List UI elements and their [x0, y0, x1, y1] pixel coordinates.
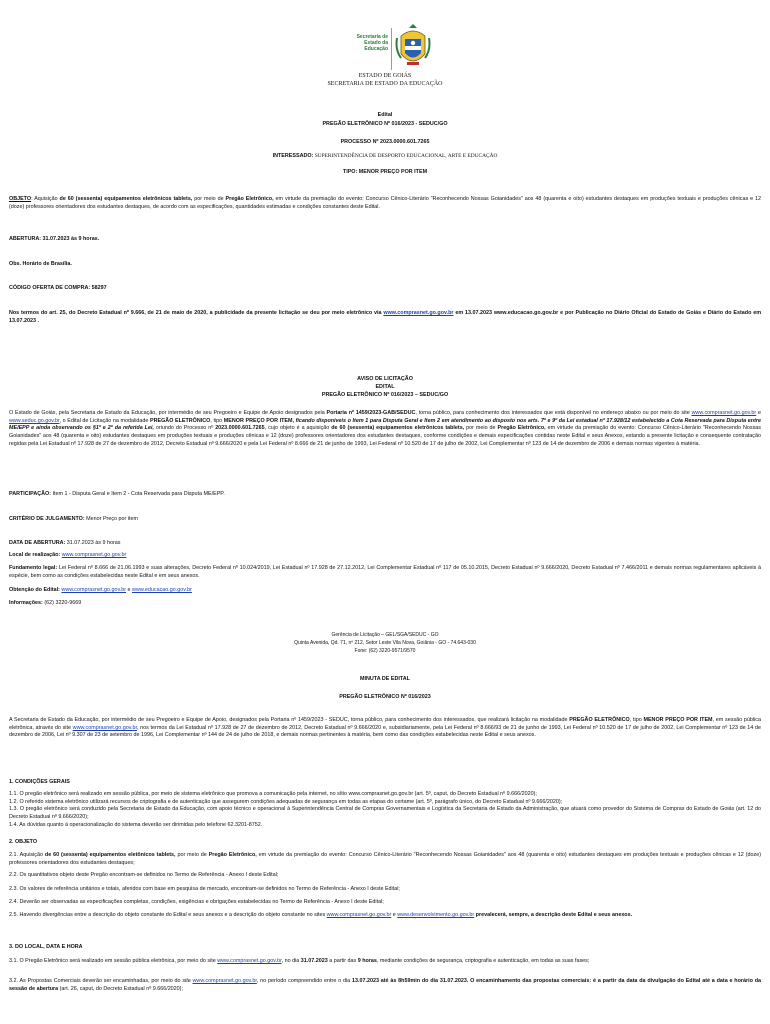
obtencao-label: Obtenção do Edital:	[9, 587, 60, 593]
publicidade-text: Nos termos do art. 25, do Decreto Estadual nº 9.666, de 21 de maio de 2020, a publicidade da presente licitação se deu por meio eletrônico via	[9, 310, 384, 316]
objeto-paragraph	[9, 196, 761, 211]
comprasnet-link[interactable]: www.comprasnet.go.gov.br	[192, 978, 257, 984]
preambulo-bold: MENOR PREÇO POR ITEM	[643, 717, 713, 723]
comprasnet-link[interactable]: www.comprasnet.go.gov.br	[61, 587, 127, 593]
informacoes-line	[9, 600, 761, 608]
data-abertura-value: 31.07.2023 às 9 horas	[65, 540, 121, 546]
clause-2-4: 2.4. Deverão ser observadas as especificações completas, condições, exigências e obrigações estabelecidas no Termo de Referência - Anexo I deste Edital;	[9, 899, 384, 905]
comprasnet-link[interactable]: www.comprasnet.go.gov.br	[72, 724, 137, 731]
obtencao-line	[9, 587, 761, 595]
aviso-text: e	[756, 410, 761, 416]
clause-text: em virtude da premiação do evento: Concurso Cênico-Literário "Reconhecendo Nossas Goianidades" aos 48 (quarenta e oito) estudantes destaques em produções textuais e produções cênicas e 12 (doze) professores orientadores dos estudantes destaques;	[9, 852, 761, 866]
aviso-paragraph	[9, 410, 761, 449]
preambulo-text: , nos termos da Lei Estadual nº 17.928 de 27 de dezembro de 2012, Decreto Estadual nº 9.666/2020 e, subsidiariamente, pela Lei Federal nº 8.666/93 de 21 de junho de 1993, Lei Federal nº 10.520 de 17 de julho de 2002, Lei Complementar nº 123 de 14 de dezembro de 2006, Lei nº 9.307 de 23 de setembro de 1996, Lei Complementar nº 144 de 24 de julho de 2018, e demais normas pertinentes à matéria, bem como das condições estabelecidas neste Edital e seus anexos.	[9, 724, 761, 739]
clause-1-1: 1.1. O pregão eletrônico será realizado em sessão pública, por meio de sistema eletrônico que promova a comunicação pela internet, no sítio www.comprasnet.go.gov.br (art. 5º, caput, do Decreto Estadual nº 9.666/2020);	[9, 791, 537, 797]
clause-3-2	[9, 978, 761, 993]
gerencia-line: Gerência de Licitação – GEL/SGA/SEDUC - GO	[331, 632, 439, 638]
clause-text: por meio de	[175, 852, 209, 858]
clause-3-1	[9, 958, 761, 966]
section-1-title: 1. CONDIÇÕES GERAIS	[9, 779, 70, 785]
clause-bold: 31.07.2023	[300, 958, 328, 964]
preambulo-bold: PREGÃO ELETRÔNICO	[569, 717, 630, 723]
logo-line: Secretaria de	[356, 34, 388, 40]
logo-line: Estado da	[364, 40, 388, 46]
comprasnet-link[interactable]: www.comprasnet.go.gov.br	[217, 958, 282, 964]
desenvolvimento-link[interactable]: www.desenvolvimento.go.gov.br	[397, 912, 475, 918]
aviso-bold: Portaria nº 1459/2023-GAB/SEDUC	[326, 410, 416, 416]
preambulo-text: A Secretaria de Estado da Educação, por intermédio de seu Pregoeiro e Equipe de Apoio, designados pela Portaria nº 1459/2023 - SEDUC, torna público, para conhecimento dos interessados, que realizará licitação na modalidade	[9, 717, 570, 723]
informacoes-label: Informações:	[9, 600, 43, 606]
aviso-bold: de 60 (sessenta) equipamentos eletrônicos tablets,	[331, 425, 465, 432]
aviso-bold: Pregão Eletrônico,	[497, 425, 546, 432]
objeto-text: por meio de	[192, 196, 226, 202]
clause-bold: 13.07.2023 até às 8h59min do dia 31.07.2023. O encaminhamento das propostas comerciais: é a partir da data da divulgação do Edital até a data e horário da sessão de abertura	[9, 978, 761, 992]
clause-bold: prevalecerá, sempre, a descrição deste Edital e seus anexos.	[474, 912, 633, 918]
aviso-edital: EDITAL	[375, 384, 395, 390]
clause-bold: 9 horas	[357, 958, 377, 964]
interessado-value: SUPERINTENDÊNCIA DE DESPORTO EDUCACIONAL, ARTE E EDUCAÇÃO	[313, 153, 498, 159]
interessado-label: INTERESSADO:	[272, 153, 314, 159]
aviso-bold: PREGÃO ELETRÔNICO	[150, 417, 211, 424]
aviso-pregao: PREGÃO ELETRÔNICO Nº 016/2023 – SEDUC/GO	[321, 392, 449, 398]
minuta-pregao: PREGÃO ELETRÔNICO Nº 016/2023	[339, 694, 431, 700]
publicidade-paragraph	[9, 310, 761, 325]
header-secretariat: SECRETARIA DE ESTADO DA EDUCAÇÃO	[327, 81, 443, 87]
logo-wordmark	[338, 34, 388, 52]
criterio-line	[9, 516, 761, 524]
clause-text: a partir das	[327, 958, 358, 964]
clause-2-5	[9, 912, 761, 920]
clause-text: 2.5. Havendo divergências entre a descrição do objeto constante do Edital e seus anexos e a descrição do objeto constante no sites	[9, 912, 327, 918]
preambulo-text: , em sessão pública eletrônica, através do site	[9, 717, 761, 731]
clause-1-2: 1.2. O referido sistema eletrônico utilizará recursos de criptografia e de autenticação que assegurem condições adequadas de segurança em todas as etapas do certame (art. 5º, parágrafo único, do Decreto Estadual nº 9.666/2020);	[9, 798, 563, 805]
edital-title: Edital	[377, 112, 393, 118]
aviso-text: oriundo do Processo nº	[153, 425, 216, 432]
processo-number: PROCESSO Nº 2023.0000.601.7265	[340, 139, 430, 145]
clause-text: 3.1. O Pregão Eletrônico será realizado em sessão pública eletrônica, por meio do site	[9, 958, 218, 964]
seduc-link[interactable]: www.seduc.go.gov.br	[9, 417, 60, 424]
aviso-text: , torna público, para conhecimento dos interessados que está disponível no endereço abaixo ou por meio do site	[415, 410, 692, 416]
criterio-label: CRITÉRIO DE JULGAMENTO:	[9, 516, 85, 522]
criterio-value: Menor Preço por item	[84, 516, 138, 522]
clause-italic: site	[182, 978, 191, 984]
gerencia-address: Quinta Avenida, Qd. 71, nº 212, Setor Leste Vila Nova, Goiânia - GO - 74.643-030	[294, 640, 476, 646]
participacao-value: Item 1 - Disputa Geral e Item 2 - Cota Reservada para Disputa ME/EPP.	[51, 491, 225, 497]
comprasnet-link[interactable]: www.comprasnet.go.gov.br	[326, 912, 392, 918]
informacoes-value: (62) 3220-9669	[42, 600, 82, 606]
logo-line: Educação	[364, 46, 388, 52]
local-line	[9, 552, 761, 560]
aviso-text: , cujo objeto é a aquisição	[264, 425, 332, 432]
objeto-label: OBJETO	[9, 196, 32, 202]
clause-1-3: 1.3. O pregão eletrônico será conduzido pela Secretaria de Estado da Educação, com apoio técnico e operacional à Superintendência Central de Compras Governamentais e Logística da Secretaria de Estado da Administração, que atuará como provedor do Sistema de Compras do Estado de Goiás (art. 12 do Decreto Estadual nº 9.666/2020);	[9, 806, 761, 821]
local-label: Local de realização:	[9, 552, 61, 558]
aviso-text: , tipo	[210, 417, 224, 424]
clause-text: 2.1. Aquisição	[9, 852, 45, 858]
aviso-text: , o Edital de Licitação na modalidade	[59, 417, 151, 424]
data-abertura-line	[9, 540, 761, 548]
clause-2-1	[9, 852, 761, 867]
educacao-link[interactable]: www.educacao.go.gov.br	[132, 587, 192, 593]
minuta-title: MINUTA DE EDITAL	[360, 676, 410, 682]
comprasnet-link[interactable]: www.comprasnet.go.gov.br	[691, 410, 757, 416]
goias-coat-of-arms-icon	[395, 24, 431, 70]
aviso-text: O Estado de Goiás, pela Secretaria de Estado da Educação, por intermédio de seu Pregoeiro e Equipe de Apoio designados pela	[9, 410, 327, 416]
section-1-body	[9, 791, 761, 830]
objeto-bold: Pregão Eletrônico,	[225, 196, 274, 202]
section-2-title: 2. OBJETO	[9, 839, 38, 845]
comprasnet-link[interactable]: www.comprasnet.go.gov.br	[61, 552, 127, 558]
clause-text: 3.2. As Propostas Comerciais deverão ser encaminhadas, por meio do	[9, 978, 183, 984]
clause-text: (art. 26, caput, do Decreto Estadual nº 9.666/2020);	[58, 985, 183, 992]
participacao-label: PARTICIPAÇÃO:	[9, 491, 52, 497]
pregao-number: PREGÃO ELETRÔNICO Nº 016/2023 - SEDUC/GO	[322, 121, 448, 127]
fundamento-paragraph	[9, 565, 761, 580]
clause-2-2: 2.2. Os quantitativos objeto deste Pregão encontram-se definidos no Termo de Referência - Anexo I deste Edital;	[9, 872, 279, 878]
header-state: ESTADO DE GOIÁS	[358, 73, 412, 79]
aviso-bold-italic: ficando disponíveis o Item 1 para Disputa Geral e Item 2 em atendimento ao disposto nos arts. 7º e 9º da Lei estadual nº 17.928/12 estabelecido a Cota Reservada para Disputa entre ME/EPP e ainda observando os §1º e 2º da referida Lei,	[9, 417, 761, 432]
clause-bold: de 60 (sessenta) equipamentos eletônicos tablets,	[44, 852, 176, 858]
preambulo-paragraph	[9, 717, 761, 740]
comprasnet-link[interactable]: www.comprasnet.go.gov.br	[383, 310, 454, 316]
clause-text: e	[391, 912, 398, 918]
fundamento-value: Lei Federal nº 8.666 de 21.06.1993 e suas alterações, Decreto Federal nº 10.024/2019, Lei Estadual nº 17.928 de 27.12.2012, Lei Complementar Estadual nº 117 de 05.10.2015, Decreto Estadual nº 9.666/2020, Decreto Estadual nº 7.466/2011 e demais normas regulamentares aplicáveis à espécie, bem como as condições estabelecidas neste Edital e em seus anexos.	[9, 565, 761, 579]
clause-text: , no período compreendido entre o dia	[256, 978, 352, 984]
clause-text: , no dia	[281, 958, 301, 964]
objeto-text: em virtude da premiação do evento: Concurso Cênico-Literário "Reconhecendo Nossas Goianidades" aos 48 (quarenta e oito) estudantes destaques em produções textuais e produções cênicas e 12 (doze) professores orientadores dos estudantes destaques, de acordo com as especificações, quantidades estimadas e condições constantes deste Edital.	[9, 196, 762, 210]
publicidade-text: em 13.07.2023 www.educacao.go.gov.br e por Publicação no Diário Oficial do Estado de Goiás e Diário do Estado em 13.07.2023 .	[9, 310, 762, 324]
objeto-text: : Aquisição	[31, 196, 60, 202]
clause-2-3: 2.3. Os valores de referência unitários e totais, aferidos com base em pesquisa de mercado, encontram-se definidos no Termo de Referência - Anexo I deste Edital;	[9, 886, 400, 892]
clause-1-4: 1.4. As dúvidas quanto à operacionalização do sistema deverão ser dirimidas pelo telefone 62.3201-8752.	[9, 821, 263, 828]
aviso-text: por meio de	[464, 425, 498, 432]
objeto-bold: de 60 (sessenta) equipamentos eletrônicos tablets,	[59, 196, 193, 202]
preambulo-text: , tipo	[629, 717, 644, 723]
participacao-line	[9, 491, 761, 499]
obtencao-text: e	[126, 587, 133, 593]
obs-line: Obs. Horário de Brasília.	[9, 261, 72, 267]
fundamento-label: Fundamento legal:	[9, 565, 58, 571]
abertura-line: ABERTURA: 31.07.2023 às 9 horas.	[9, 236, 100, 242]
logo-divider	[391, 28, 392, 70]
codigo-line: CÓDIGO OFERTA DE COMPRA: 58297	[9, 285, 107, 291]
data-abertura-label: DATA DE ABERTURA:	[9, 540, 66, 546]
clause-text: , mediante condições de segurança, criptografia e autenticação, em todas as suas fases;	[376, 958, 590, 964]
section-3-title: 3. DO LOCAL, DATA E HORA	[9, 944, 83, 950]
gerencia-phone: Fone: (62) 3220-9571/9570	[354, 648, 416, 654]
aviso-title: AVISO DE LICITAÇÃO	[357, 376, 413, 382]
tipo-line: TIPO: MENOR PREÇO POR ITEM	[342, 169, 428, 175]
aviso-bold: 2023.0000.601.7265	[215, 425, 265, 432]
aviso-bold: MENOR PREÇO POR ITEM,	[223, 417, 294, 424]
aviso-text: em virtude da premiação do evento: Concurso Cênico-Literário "Reconhecendo Nossas Goianidades" aos 48 (quarenta e oito) estudantes destaques em produções textuais e produções cênicas e 12 (doze) professores orientadores dos estudantes destaques, conforme condições e demais especificações contidas neste Edital e seus Anexos, estando a presente licitação e consequente contratação regidas pela Lei Estadual nº 17.928 de 27 de dezembro de 2012, Decreto Estadual nº 9.666/2020 e pela Lei Federal nº 8.666 de 21 de junho de 1993, Lei Federal nº 10.520 de 17 de julho de 2002, Lei Complementar nº 123 de 14 de dezembro de 2006 e demais normas vigentes à matéria.	[9, 425, 761, 447]
interessado-line	[0, 153, 770, 161]
clause-bold: Pregão Eletrônico,	[208, 852, 257, 858]
